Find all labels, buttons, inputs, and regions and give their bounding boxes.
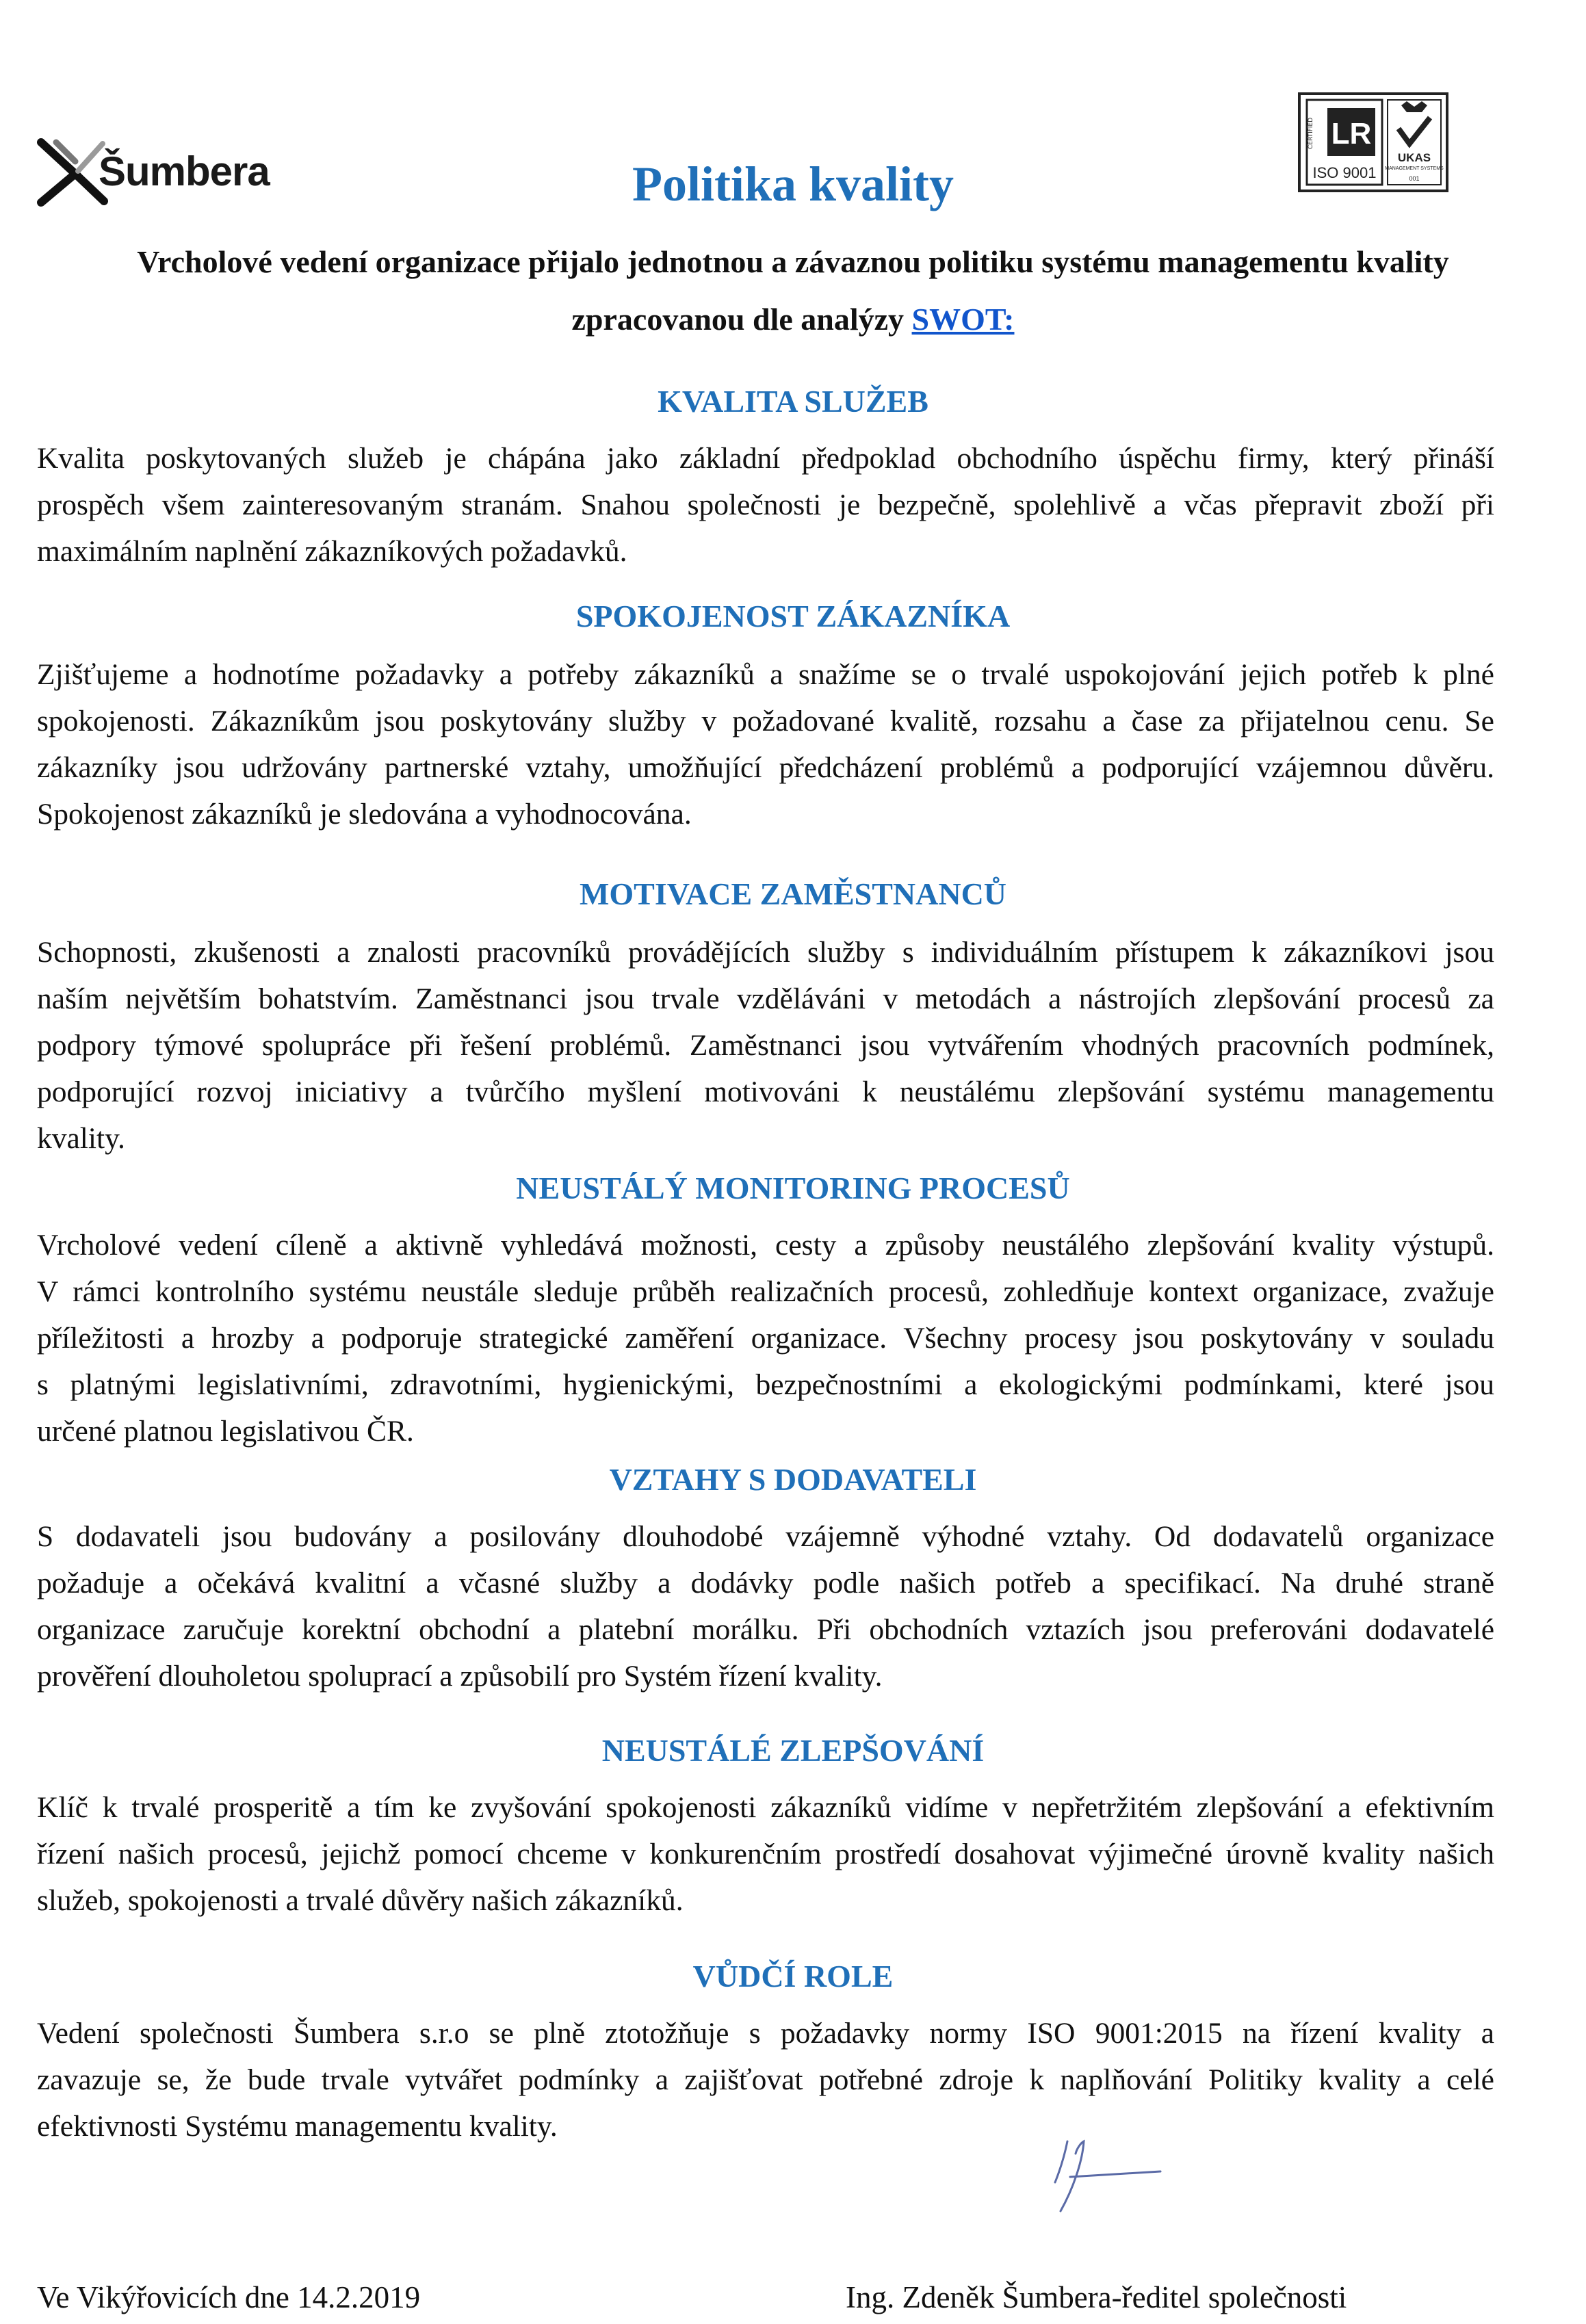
text-line: Klíč k trvalé prosperitě a tím ke zvyšování spokojenosti zákazníků vidíme v nepřetržitém zlepšování a efektivním xyxy=(37,1791,1494,1824)
text-line: Zjišťujeme a hodnotíme požadavky a potřeby zákazníků a snažíme se o trvalé uspokojování jejich potřeb k plné xyxy=(37,658,1494,691)
text-line: kvality. xyxy=(37,1122,125,1155)
section-heading-monitoring-procesu: NEUSTÁLÝ MONITORING PROCESŮ xyxy=(516,1171,1070,1205)
section-heading-kvalita-sluzeb: KVALITA SLUŽEB xyxy=(658,384,928,419)
badge-letters: LR xyxy=(1331,117,1372,151)
signature-icon xyxy=(1040,2128,1163,2217)
text-line: určené platnou legislativou ČR. xyxy=(37,1415,414,1448)
section-heading-motivace-zamestnancu: MOTIVACE ZAMĚSTNANCŮ xyxy=(579,876,1007,911)
section-body-kvalita-sluzeb xyxy=(37,435,1494,575)
badge-accreditor-number: 001 xyxy=(1409,175,1420,182)
text-line: Spokojenost zákazníků je sledována a vyhodnocována. xyxy=(37,798,692,831)
section-heading-neustale-zlepsovani: NEUSTÁLÉ ZLEPŠOVÁNÍ xyxy=(601,1733,985,1768)
text-line: efektivnosti Systému managementu kvality. xyxy=(37,2110,558,2143)
section-heading-spokojenost-zakaznika: SPOKOJENOST ZÁKAZNÍKA xyxy=(575,599,1011,634)
swot-link[interactable]: SWOT: xyxy=(911,302,1015,337)
page-title: Politika kvality xyxy=(632,157,954,211)
text-line: podporující rozvoj iniciativy a tvůrčího myšlení motivováni k neustálému zlepšování systému managementu xyxy=(37,1075,1494,1108)
text-line: s platnými legislativními, zdravotními, hygienickými, bezpečnostními a ekologickými podmínkami, které jsou xyxy=(37,1368,1494,1401)
section-body-vztahy-s-dodavateli xyxy=(37,1513,1494,1699)
company-brand-name: Šumbera xyxy=(99,148,270,194)
lead-line-2-prefix: zpracovanou dle analýzy xyxy=(571,302,912,337)
text-line: požaduje a očekává kvalitní a včasné služby a dodávky podle našich potřeb a specifikací. Na druhé straně xyxy=(37,1567,1494,1600)
badge-accreditor-text: UKAS xyxy=(1397,151,1431,164)
place-and-date: Ve Vikýřovicích dne 14.2.2019 xyxy=(37,2280,421,2314)
section-body-neustale-zlepsovani xyxy=(37,1784,1494,1924)
text-line: organizace zaručuje korektní obchodní a platební morálku. Při obchodních vztazích jsou preferováni dodavatelé xyxy=(37,1613,1494,1646)
section-body-spokojenost-zakaznika xyxy=(37,651,1494,837)
text-line: maximálním naplnění zákazníkových požadavků. xyxy=(37,535,627,568)
badge-certified-text: CERTIFIED xyxy=(1308,117,1314,149)
text-line: služeb, spokojenosti a trvalé důvěry našich zákazníků. xyxy=(37,1884,684,1917)
section-heading-vztahy-s-dodavateli: VZTAHY S DODAVATELI xyxy=(609,1462,977,1497)
badge-standard-text: ISO 9001 xyxy=(1312,164,1377,181)
text-line: Schopnosti, zkušenosti a znalosti pracovníků provádějících služby s individuálním přístupem k zákazníkovi jsou xyxy=(37,936,1494,969)
lead-line-1: Vrcholové vedení organizace přijalo jednotnou a závaznou politiku systému managementu kvality xyxy=(137,244,1449,279)
section-body-monitoring-procesu xyxy=(37,1222,1494,1454)
text-line: V rámci kontrolního systému neustále sleduje průběh realizačních procesů, zohledňuje kontext organizace, zvažuje xyxy=(37,1275,1494,1308)
section-heading-vudci-role: VŮDČÍ ROLE xyxy=(692,1959,894,1994)
text-line: naším největším bohatstvím. Zaměstnanci jsou trvale vzděláváni v metodách a nástrojích zlepšování procesů za xyxy=(37,982,1494,1015)
text-line: prověření dlouholetou spoluprací a způsobilí pro Systém řízení kvality. xyxy=(37,1660,883,1693)
text-line: Vedení společnosti Šumbera s.r.o se plně ztotožňuje s požadavky normy ISO 9001:2015 na řízení kvality a xyxy=(37,2017,1494,2050)
badge-accreditor-sub: MANAGEMENT SYSTEMS xyxy=(1385,166,1444,171)
text-line: příležitosti a hrozby a podporuje strategické zaměření organizace. Všechny procesy jsou poskytovány v souladu xyxy=(37,1322,1494,1355)
section-body-motivace-zamestnancu xyxy=(37,929,1494,1162)
text-line: prospěch všem zainteresovaným stranám. Snahou společnosti je bezpečně, spolehlivě a včas přepravit zboží při xyxy=(37,488,1494,521)
text-line: řízení našich procesů, jejichž pomocí chceme v konkurenčním prostředí dosahovat výjimečné úrovně kvality našich xyxy=(37,1838,1494,1870)
text-line: zákazníky jsou udržovány partnerské vztahy, umožňující předcházení problémů a podporující vzájemnou důvěru. xyxy=(37,751,1494,784)
text-line: zavazuje se, že bude trvale vytvářet podmínky a zajišťovat potřebné zdroje k naplňování Politiky kvality a celé xyxy=(37,2063,1494,2096)
text-line: Kvalita poskytovaných služeb je chápána jako základní předpoklad obchodního úspěchu firmy, který přináší xyxy=(37,442,1494,475)
text-line: podpory týmové spolupráce při řešení problémů. Zaměstnanci jsou vytvářením vhodných pracovních podmínek, xyxy=(37,1029,1494,1062)
lead-line-2 xyxy=(27,301,1559,337)
text-line: S dodavateli jsou budovány a posilovány dlouhodobé vzájemně výhodné vztahy. Od dodavatelů organizace xyxy=(37,1520,1494,1553)
section-body-vudci-role xyxy=(37,2010,1494,2150)
signatory: Ing. Zdeněk Šumbera-ředitel společnosti xyxy=(846,2280,1347,2314)
text-line: spokojenosti. Zákazníkům jsou poskytovány služby v požadované kvalitě, rozsahu a čase za přijatelnou cenu. Se xyxy=(37,705,1494,737)
text-line: Vrcholové vedení cíleně a aktivně vyhledává možnosti, cesty a způsoby neustálého zlepšování kvality výstupů. xyxy=(37,1229,1494,1262)
